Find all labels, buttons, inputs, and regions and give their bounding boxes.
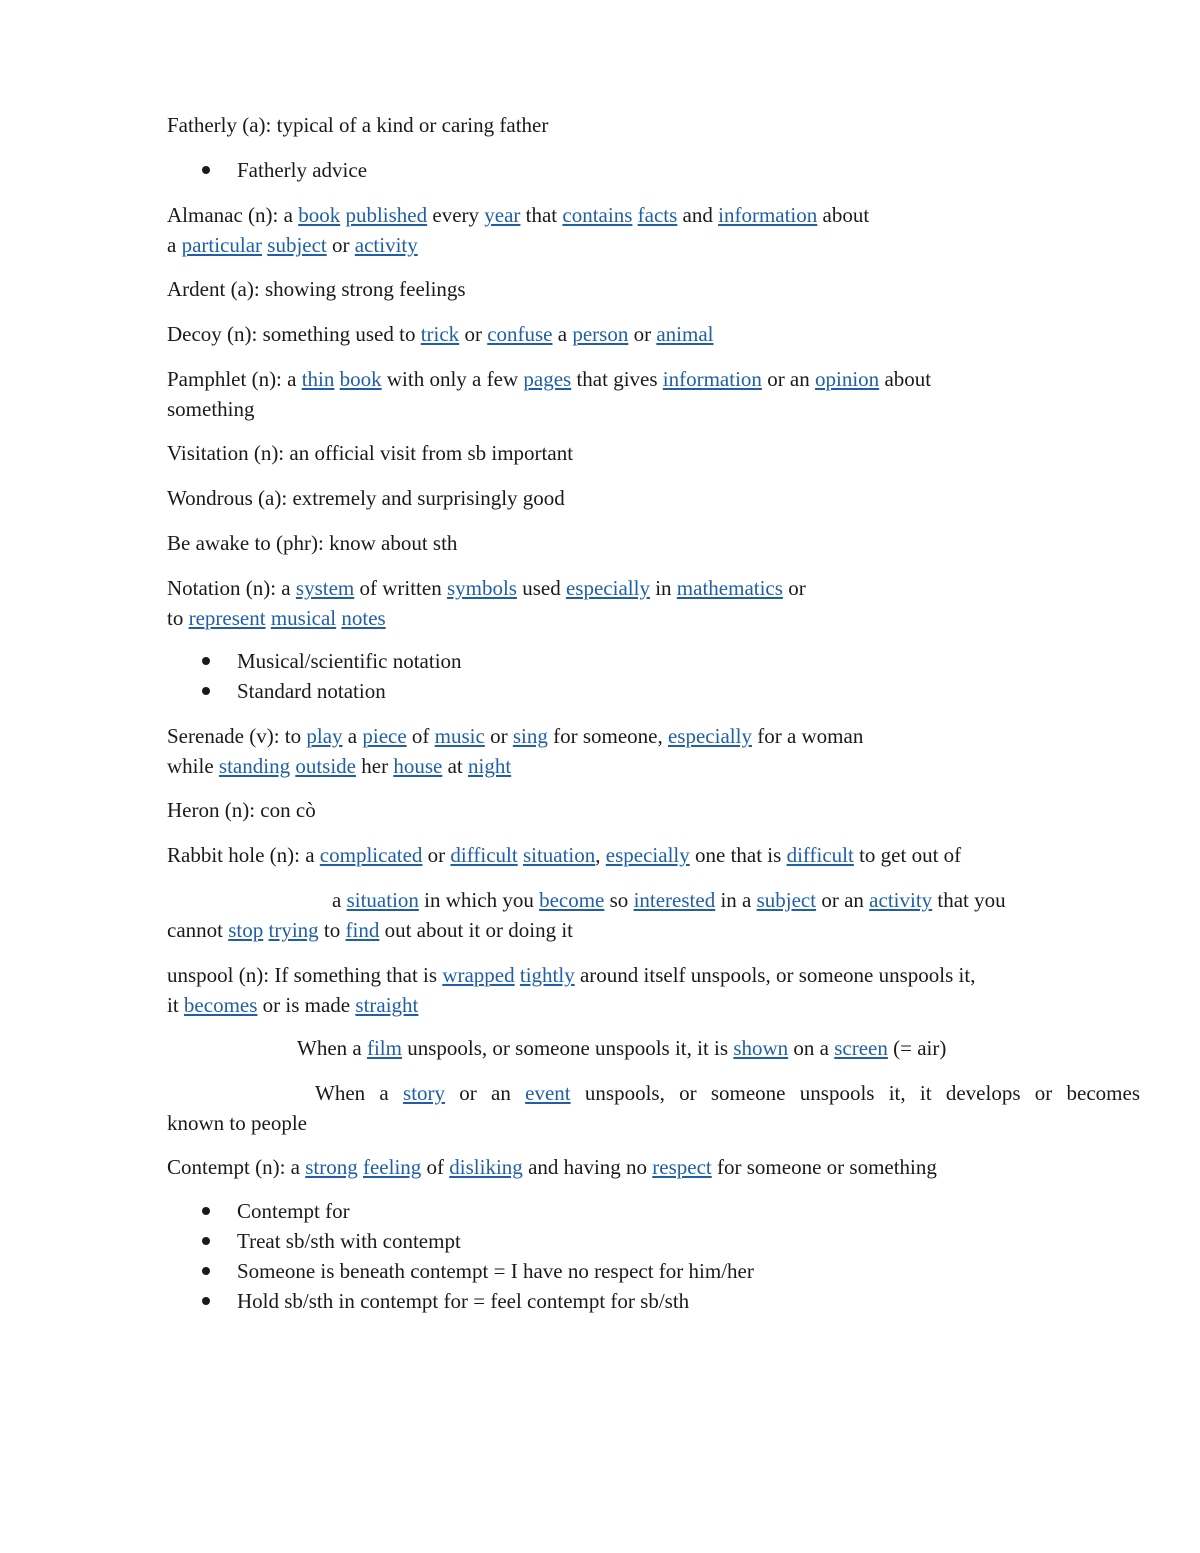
dictionary-link-night[interactable]: night — [467, 754, 512, 778]
entry-line — [167, 915, 1140, 945]
entry-text: Almanac (n): a — [167, 203, 299, 227]
entry-text: or — [326, 233, 355, 257]
entry-heron — [167, 795, 1140, 825]
entry-text: (= air) — [887, 1036, 947, 1060]
entry-text: a — [167, 233, 182, 257]
entry-text: known to people — [167, 1111, 307, 1135]
entry-line — [167, 110, 1140, 140]
dictionary-link-subject[interactable]: subject — [756, 888, 817, 912]
entry-line — [167, 1152, 1140, 1182]
dictionary-link-straight[interactable]: straight — [355, 993, 419, 1017]
entry-text: her — [356, 754, 394, 778]
dictionary-link-respect[interactable]: respect — [652, 1155, 712, 1179]
dictionary-link-play[interactable]: play — [306, 724, 343, 748]
list-fatherly — [167, 155, 367, 185]
entry-text: of written — [354, 576, 447, 600]
dictionary-link-facts[interactable]: facts — [637, 203, 678, 227]
entry-text: unspools, or someone unspools it, it is — [401, 1036, 734, 1060]
dictionary-link-film[interactable]: film — [366, 1036, 402, 1060]
entry-text: it — [167, 993, 184, 1017]
entry-text: When a — [315, 1081, 404, 1105]
entry-line — [167, 364, 1140, 394]
dictionary-link-screen[interactable]: screen — [834, 1036, 888, 1060]
entry-text: or is made — [257, 993, 356, 1017]
entry-line — [167, 319, 1140, 349]
dictionary-link-animal[interactable]: animal — [656, 322, 714, 346]
entry-text: out about it or doing it — [379, 918, 573, 942]
entry-unspool — [167, 960, 1140, 1020]
entry-line — [167, 274, 1140, 304]
list-item: Treat sb/sth with contempt — [167, 1226, 754, 1256]
dictionary-link-situation[interactable]: situation — [522, 843, 596, 867]
entry-text: of — [421, 1155, 450, 1179]
entry-line — [167, 885, 1140, 915]
entry-line — [167, 230, 1140, 260]
list-item: Musical/scientific notation — [167, 646, 462, 676]
entry-text: Ardent (a): showing strong feelings — [167, 277, 466, 301]
dictionary-link-pages[interactable]: pages — [523, 367, 572, 391]
entry-text: at — [442, 754, 468, 778]
dictionary-link-contains[interactable]: contains — [562, 203, 633, 227]
entry-text: that gives — [571, 367, 663, 391]
entry-text: When a — [297, 1036, 367, 1060]
entry-text: with only a few — [381, 367, 524, 391]
entry-text: to — [167, 606, 189, 630]
entry-text: and — [677, 203, 719, 227]
entry-text: Be awake to (phr): know about sth — [167, 531, 458, 555]
entry-text: or — [484, 724, 513, 748]
entry-contempt — [167, 1152, 1140, 1182]
entry-text: Serenade (v): to — [167, 724, 307, 748]
entry-line — [167, 721, 1140, 751]
entry-text: that you — [932, 888, 1006, 912]
dictionary-link-wrapped[interactable]: wrapped — [442, 963, 515, 987]
entry-text: Visitation (n): an official visit from sb important — [167, 441, 574, 465]
entry-text: Wondrous (a): extremely and surprisingly good — [167, 486, 565, 510]
dictionary-link-event[interactable]: event — [525, 1081, 571, 1105]
dictionary-link-system[interactable]: system — [295, 576, 355, 600]
dictionary-link-find[interactable]: find — [345, 918, 380, 942]
entry-text: , — [595, 843, 606, 867]
dictionary-link-trying[interactable]: trying — [268, 918, 319, 942]
entry-text: for someone, — [547, 724, 668, 748]
entry-line — [167, 528, 1140, 558]
list-item: Contempt for — [167, 1196, 754, 1226]
dictionary-link-book[interactable]: book — [298, 203, 341, 227]
dictionary-link-difficult[interactable]: difficult — [450, 843, 518, 867]
entry-text: that — [520, 203, 563, 227]
entry-line — [167, 795, 1140, 825]
entry-line — [167, 200, 1140, 230]
entry-text: or — [782, 576, 806, 600]
entry-rabbit-hole — [167, 840, 1140, 870]
dictionary-link-particular[interactable]: particular — [181, 233, 263, 257]
entry-text: about — [817, 203, 870, 227]
entry-text: Heron (n): con cò — [167, 798, 316, 822]
dictionary-link-difficult[interactable]: difficult — [786, 843, 854, 867]
entry-text: Rabbit hole (n): a — [167, 843, 320, 867]
dictionary-link-especially[interactable]: especially — [667, 724, 752, 748]
entry-text: Fatherly (a): typical of a kind or caring father — [167, 113, 549, 137]
entry-text: of — [406, 724, 435, 748]
entry-text: to get out of — [853, 843, 962, 867]
dictionary-link-stop[interactable]: stop — [228, 918, 264, 942]
entry-text: and having no — [522, 1155, 653, 1179]
entry-text: or an — [761, 367, 816, 391]
entry-line — [167, 483, 1140, 513]
entry-almanac — [167, 200, 1140, 260]
entry-text: in a — [715, 888, 757, 912]
list-contempt — [167, 1196, 754, 1316]
entry-line — [167, 1033, 1140, 1063]
list-notation — [167, 646, 462, 706]
entry-serenade — [167, 721, 1140, 781]
dictionary-link-piece[interactable]: piece — [362, 724, 407, 748]
dictionary-link-opinion[interactable]: opinion — [815, 367, 880, 391]
entry-text: for a woman — [751, 724, 864, 748]
dictionary-link-situation[interactable]: situation — [346, 888, 419, 912]
dictionary-link-disliking[interactable]: disliking — [449, 1155, 523, 1179]
dictionary-link-notes[interactable]: notes — [341, 606, 386, 630]
entry-wondrous — [167, 483, 1140, 513]
dictionary-link-story[interactable]: story — [403, 1081, 446, 1105]
entry-line — [167, 751, 1140, 781]
dictionary-link-musical[interactable]: musical — [270, 606, 337, 630]
entry-visitation — [167, 438, 1140, 468]
entry-line — [167, 840, 1140, 870]
list-item: Someone is beneath contempt = I have no respect for him/her — [167, 1256, 754, 1286]
dictionary-link-house[interactable]: house — [393, 754, 443, 778]
entry-text: Pamphlet (n): a — [167, 367, 302, 391]
entry-text: around itself unspools, or someone unspools it, — [574, 963, 976, 987]
dictionary-link-activity[interactable]: activity — [869, 888, 933, 912]
entry-pamphlet — [167, 364, 1140, 424]
entry-text: a — [552, 322, 573, 346]
entry-text: Notation (n): a — [167, 576, 296, 600]
dictionary-link-mathematics[interactable]: mathematics — [676, 576, 783, 600]
entry-text: unspool (n): If something that is — [167, 963, 443, 987]
entry-text: a — [342, 724, 363, 748]
dictionary-link-information[interactable]: information — [662, 367, 762, 391]
entry-line — [167, 990, 1140, 1020]
dictionary-link-shown[interactable]: shown — [733, 1036, 789, 1060]
entry-text: about — [879, 367, 932, 391]
entry-text: in — [649, 576, 677, 600]
entry-unspool-story — [167, 1078, 1140, 1138]
entry-line — [167, 1078, 1140, 1108]
dictionary-link-complicated[interactable]: complicated — [319, 843, 423, 867]
entry-text: a — [332, 888, 347, 912]
dictionary-link-book[interactable]: book — [339, 367, 382, 391]
dictionary-link-interested[interactable]: interested — [633, 888, 716, 912]
dictionary-link-feeling[interactable]: feeling — [362, 1155, 422, 1179]
dictionary-link-year[interactable]: year — [484, 203, 521, 227]
entry-line — [167, 573, 1140, 603]
entry-text: or — [459, 322, 488, 346]
dictionary-link-sing[interactable]: sing — [512, 724, 548, 748]
dictionary-link-outside[interactable]: outside — [295, 754, 356, 778]
entry-fatherly — [167, 110, 1140, 140]
entry-text: or an — [816, 888, 870, 912]
entry-text: in which you — [418, 888, 540, 912]
entry-decoy — [167, 319, 1140, 349]
entry-text: one that is — [689, 843, 787, 867]
dictionary-link-published[interactable]: published — [345, 203, 428, 227]
entry-ardent — [167, 274, 1140, 304]
dictionary-link-represent[interactable]: represent — [188, 606, 266, 630]
dictionary-link-thin[interactable]: thin — [301, 367, 335, 391]
dictionary-link-information[interactable]: information — [718, 203, 818, 227]
entry-line — [167, 603, 1140, 633]
entry-unspool-film — [167, 1033, 1140, 1063]
dictionary-link-especially[interactable]: especially — [605, 843, 690, 867]
entry-text: every — [427, 203, 485, 227]
dictionary-link-person[interactable]: person — [572, 322, 629, 346]
dictionary-link-trick[interactable]: trick — [420, 322, 460, 346]
entry-text: something — [167, 397, 255, 421]
dictionary-link-becomes[interactable]: becomes — [183, 993, 258, 1017]
list-item: Standard notation — [167, 676, 462, 706]
entry-be-awake-to — [167, 528, 1140, 558]
entry-rabbit-hole-sense-2 — [167, 885, 1140, 945]
entry-text: unspools, or someone unspools it, it develops or becomes — [570, 1081, 1140, 1105]
entry-text: to — [318, 918, 346, 942]
entry-text: Contempt (n): a — [167, 1155, 306, 1179]
dictionary-link-symbols[interactable]: symbols — [446, 576, 517, 600]
dictionary-link-confuse[interactable]: confuse — [487, 322, 553, 346]
entry-text: while — [167, 754, 219, 778]
entry-line — [167, 438, 1140, 468]
dictionary-link-standing[interactable]: standing — [218, 754, 291, 778]
entry-text: cannot — [167, 918, 229, 942]
list-item: Hold sb/sth in contempt for = feel contempt for sb/sth — [167, 1286, 754, 1316]
dictionary-link-become[interactable]: become — [539, 888, 605, 912]
dictionary-link-activity[interactable]: activity — [354, 233, 418, 257]
dictionary-link-music[interactable]: music — [434, 724, 485, 748]
entry-notation — [167, 573, 1140, 633]
dictionary-link-strong[interactable]: strong — [305, 1155, 358, 1179]
entry-text: so — [604, 888, 634, 912]
entry-text: for someone or something — [711, 1155, 937, 1179]
entry-text: or — [422, 843, 451, 867]
entry-text: or an — [445, 1081, 526, 1105]
entry-text: Decoy (n): something used to — [167, 322, 421, 346]
dictionary-link-tightly[interactable]: tightly — [519, 963, 575, 987]
entry-text: on a — [788, 1036, 835, 1060]
entry-text: used — [516, 576, 566, 600]
list-item: Fatherly advice — [167, 155, 367, 185]
entry-line — [167, 960, 1140, 990]
dictionary-link-subject[interactable]: subject — [267, 233, 327, 257]
entry-text: or — [628, 322, 657, 346]
dictionary-link-especially[interactable]: especially — [565, 576, 650, 600]
entry-line — [167, 394, 1140, 424]
entry-line — [167, 1108, 1140, 1138]
